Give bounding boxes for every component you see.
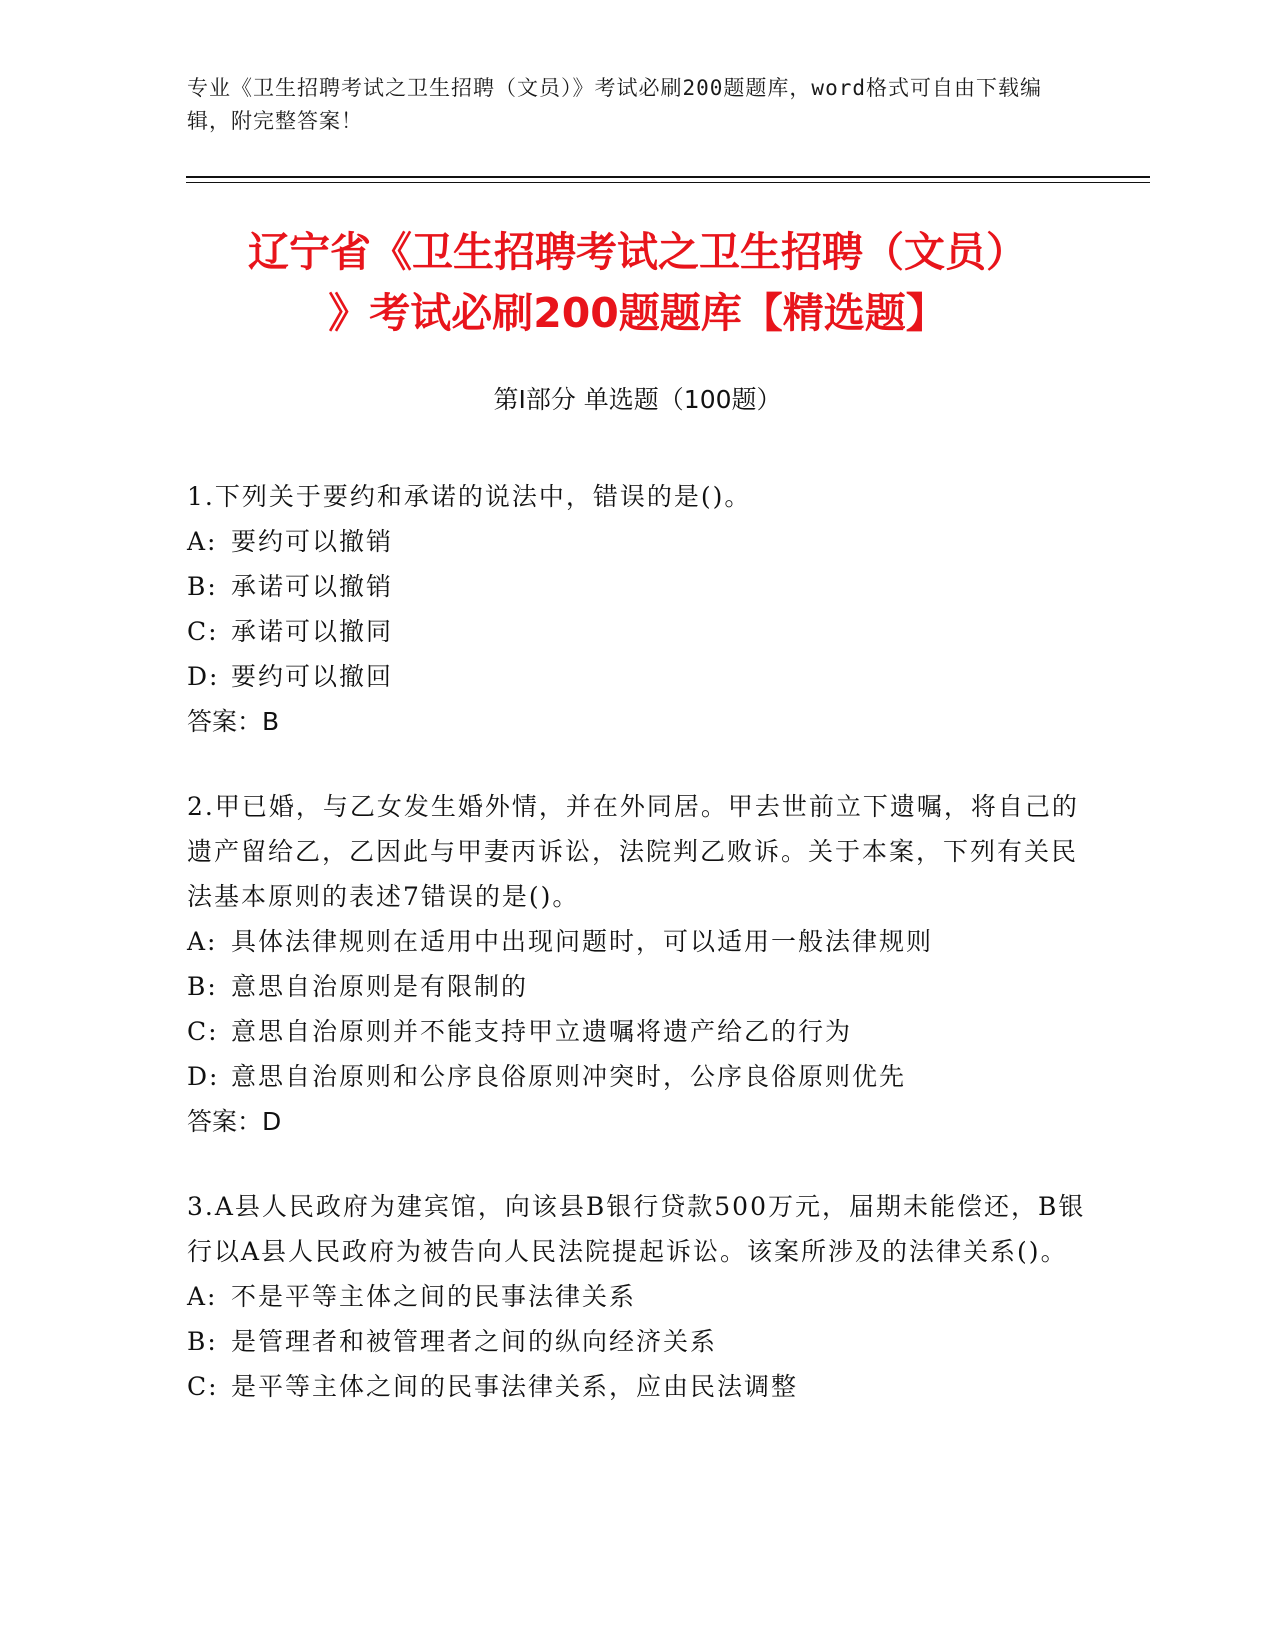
- option-text: 意思自治原则和公序良俗原则冲突时，公序良俗原则优先: [231, 1062, 907, 1091]
- option-d: [187, 654, 1087, 699]
- option-b: [187, 1319, 1087, 1364]
- option-text: 意思自治原则并不能支持甲立遗嘱将遗产给乙的行为: [231, 1017, 853, 1046]
- question-list: [187, 474, 1087, 1449]
- option-text: 是平等主体之间的民事法律关系，应由民法调整: [231, 1372, 799, 1401]
- answer: 答案：B: [187, 707, 280, 736]
- option-text: 承诺可以撤销: [231, 572, 394, 601]
- option-b: [187, 564, 1087, 609]
- question-stem: 1.下列关于要约和承诺的说法中，错误的是()。: [187, 482, 752, 511]
- option-text: 是管理者和被管理者之间的纵向经济关系: [231, 1327, 718, 1356]
- option-a: [187, 1274, 1087, 1319]
- document-title-line-2: 》考试必刷200题题库【精选题】: [328, 289, 947, 337]
- option-text: 承诺可以撤同: [231, 617, 394, 646]
- question-stem: 2.甲已婚，与乙女发生婚外情，并在外同居。甲去世前立下遗嘱，将自己的遗产留给乙，乙因此与甲妻丙诉讼，法院判乙败诉。关于本案，下列有关民法基本原则的表述7错误的是()。: [187, 792, 1079, 911]
- question-stem: 3.A县人民政府为建宾馆，向该县B银行贷款500万元，届期未能偿还，B银行以A县人民政府为被告向人民法院提起诉讼。该案所涉及的法律关系()。: [187, 1192, 1086, 1266]
- option-a: [187, 919, 1087, 964]
- section-title: 第I部分 单选题（100题）: [493, 385, 782, 414]
- document-title-line-1: 辽宁省《卫生招聘考试之卫生招聘（文员）: [248, 228, 1027, 276]
- question-1: [187, 474, 1087, 744]
- option-d: [187, 1054, 1087, 1099]
- option-key: D:: [187, 662, 220, 691]
- header-rule-thick: [186, 176, 1150, 178]
- option-b: [187, 964, 1087, 1009]
- option-key: D:: [187, 1062, 220, 1091]
- option-key: A:: [187, 1282, 218, 1311]
- option-key: B:: [187, 572, 218, 601]
- option-key: A:: [187, 527, 218, 556]
- option-text: 要约可以撤销: [231, 527, 394, 556]
- option-text: 具体法律规则在适用中出现问题时，可以适用一般法律规则: [231, 927, 934, 956]
- option-text: 不是平等主体之间的民事法律关系: [231, 1282, 637, 1311]
- option-text: 意思自治原则是有限制的: [231, 972, 529, 1001]
- option-key: B:: [187, 972, 218, 1001]
- option-c: [187, 1009, 1087, 1054]
- option-key: A:: [187, 927, 218, 956]
- option-key: C:: [187, 1017, 219, 1046]
- option-key: C:: [187, 617, 219, 646]
- option-key: C:: [187, 1372, 219, 1401]
- answer: 答案：D: [187, 1107, 282, 1136]
- option-c: [187, 1364, 1087, 1409]
- option-a: [187, 519, 1087, 564]
- header-rule-thin: [186, 182, 1150, 183]
- option-key: B:: [187, 1327, 218, 1356]
- header-note: 专业《卫生招聘考试之卫生招聘（文员）》考试必刷200题题库，word格式可自由下载编辑，附完整答案！: [187, 76, 1042, 133]
- question-2: [187, 784, 1087, 1144]
- option-text: 要约可以撤回: [231, 662, 394, 691]
- option-c: [187, 609, 1087, 654]
- document-title: [150, 222, 1125, 344]
- question-3: [187, 1184, 1087, 1409]
